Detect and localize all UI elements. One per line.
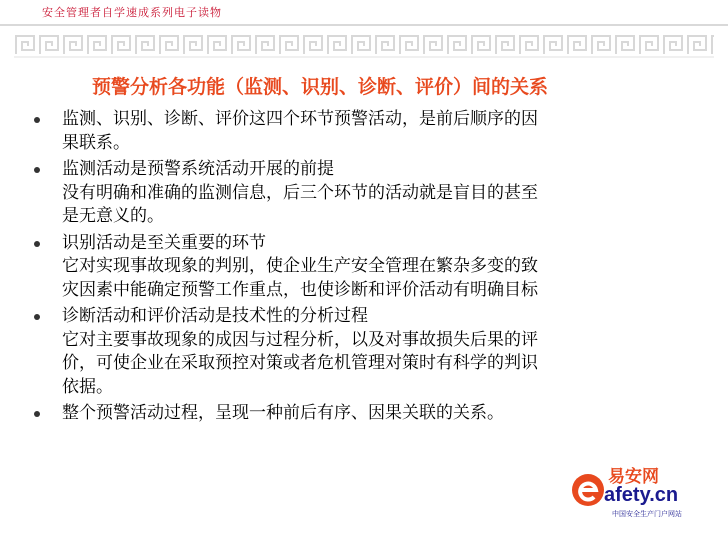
- bullet-line: 价，可使企业在采取预控对策或者危机管理对策时有科学的判识: [62, 353, 538, 373]
- bullet-dot-icon: [34, 411, 40, 417]
- bullet-line: 没有明确和准确的监测信息，后三个环节的活动就是盲目的甚至: [62, 182, 538, 203]
- logo-domain: afety.cn: [604, 484, 679, 506]
- bullet-line: 监测、识别、诊断、评价这四个环节预警活动，是前后顺序的因: [62, 109, 538, 129]
- bullet-line: 它对主要事故现象的成因与过程分析，以及对事故损失后果的评: [62, 329, 538, 350]
- bullet-line: 监测活动是预警系统活动开展的前提: [62, 159, 334, 179]
- bullet-line: 灾因素中能确定预警工作重点，也使诊断和评价活动有明确目标: [62, 279, 538, 300]
- bullet-line: 识别活动是至关重要的环节: [62, 232, 266, 253]
- bullet-dot-icon: [34, 314, 40, 320]
- bullet-line: 诊断活动和评价活动是技术性的分析过程: [62, 306, 368, 326]
- logo-e-icon: [570, 472, 606, 508]
- bullet-item: [34, 158, 684, 229]
- bullet-line: 是无意义的。: [62, 206, 164, 226]
- site-logo: [570, 462, 700, 524]
- bullet-line: 整个预警活动过程，呈现一种前后有序、因果关联的关系。: [62, 403, 504, 423]
- meander-border-decoration: [14, 32, 714, 58]
- bullet-dot-icon: [34, 241, 40, 247]
- bullet-item: [34, 305, 684, 399]
- bullet-item: [34, 108, 684, 155]
- bullet-line: 它对实现事故现象的判别，使企业生产安全管理在繁杂多变的致: [62, 256, 538, 276]
- header-divider: [0, 24, 728, 26]
- bullet-dot-icon: [34, 117, 40, 123]
- logo-chinese-name: 易安网: [608, 467, 659, 487]
- bullet-line: 依据。: [62, 376, 113, 397]
- bullet-line: 果联系。: [62, 132, 130, 153]
- bullet-list: [34, 108, 684, 429]
- header-band: [0, 0, 728, 62]
- logo-tagline: 中国安全生产门户网站: [612, 510, 682, 518]
- bullet-item: [34, 232, 684, 303]
- slide-title: 预警分析各功能（监测、识别、诊断、评价）间的关系: [92, 76, 549, 98]
- header-caption: 安全管理者自学速成系列电子读物: [42, 6, 222, 19]
- bullet-dot-icon: [34, 167, 40, 173]
- bullet-item: [34, 402, 684, 426]
